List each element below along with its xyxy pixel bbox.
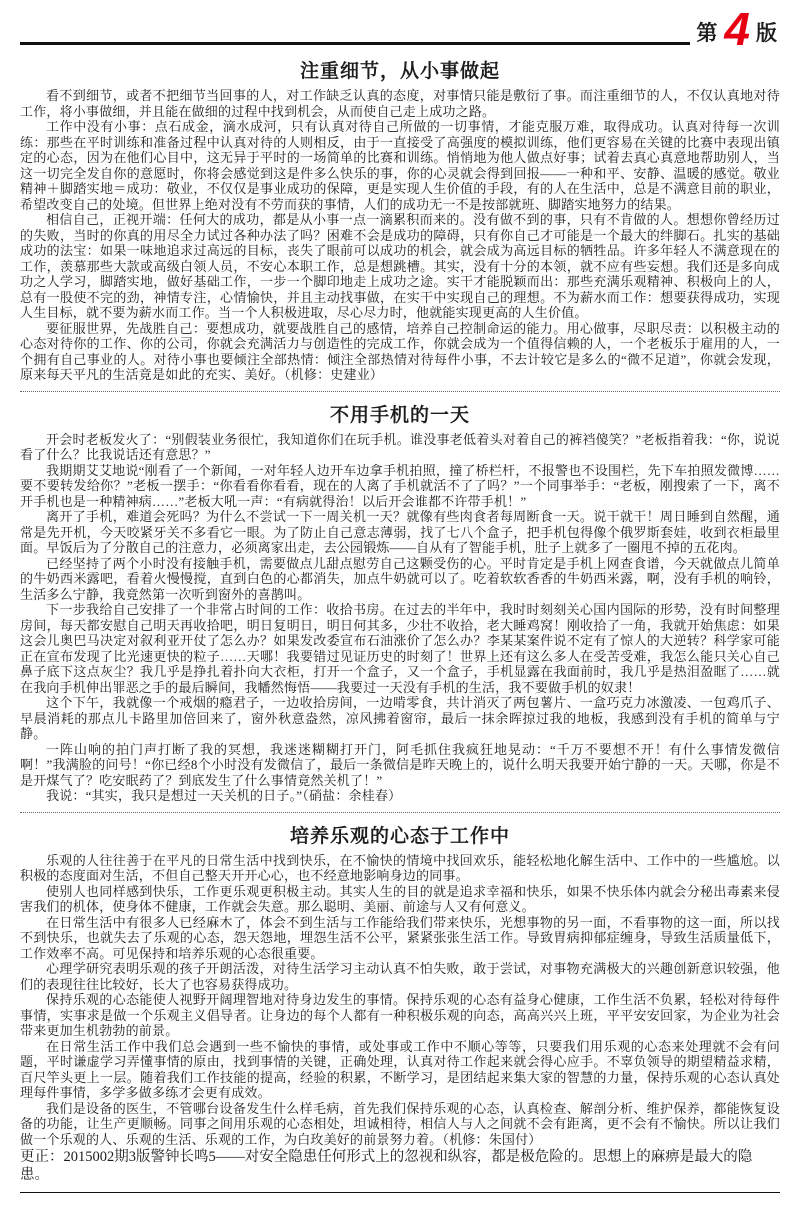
page-number bbox=[690, 3, 780, 56]
header-rule bbox=[20, 42, 690, 45]
article-paragraph: 心理学研究表明乐观的孩子开朗活泼，对待生活学习主动认真不怕失败，敢于尝试，对事物充满极大的兴趣创新意识较强，他们的表现往往比较好，长大了也容易获得成功。 bbox=[20, 961, 780, 992]
article-paragraph: 已经坚持了两个小时没有接触手机，需要做点儿甜点慰劳自己这颗受伤的心。平时肯定是手机上网查食谱，今天就做点儿简单的牛奶西米露吧，看着火慢慢搅，直到白色的心都消失，加点牛奶就可以了。吃着软软香香的牛奶西米露，啊，没有手机的响铃，生活多么宁静，我竟然第一次听到窗外的喜鹊叫。 bbox=[20, 555, 780, 602]
article-paragraph: 下一步我给自己安排了一个非常占时间的工作：收拾书房。在过去的半年中，我时时刻刻关心国内国际的形势，没有时间整理房间，每天都安慰自己明天再收拾吧，明日复明日，明日何其多，少壮不收拾，老大睡鸡窝！刚收拾了一角，我就开始焦虑：如果这会儿奥巴马决定对叙利亚开仗了怎么办？如果发改委宣布石油涨价了怎么办？李某某案件说不定有了惊人的大逆转？科学家可能正在宣布发现了比光速更快的粒子……天哪！我要错过见证历史的时刻了！世界上还有这么多人在受苦受难，我怎么能只关心自己鼻子底下这点灰尘？我几乎是挣扎着扑向大衣柜，打开一个盒子，又一个盒子，手机显露在我面前时，我几乎是热泪盈眶了……就在我向手机伸出罪恶之手的最后瞬间，我幡然悔悟——我要过一天没有手机的生活，我不要做手机的奴隶！ bbox=[20, 602, 780, 695]
article-paragraph: 我说：“其实，我只是想过一天关机的日子。”（硝盐：余桂春） bbox=[46, 788, 402, 803]
article-optimistic-mindset bbox=[20, 821, 780, 1148]
article-separator bbox=[20, 391, 780, 392]
article-paragraph: 要征服世界，先战胜自己：要想成功，就要战胜自己的感情，培养自己控制命运的能力。用心做事，尽职尽责：以积极主动的心态对待你的工作、你的公司，你就会充满活力与创造性的完成工作，你就会成为一个值得信赖的人，一个老板乐于雇用的人，一个拥有自己事业的人。对待小事也要倾注全部热情：倾注全部热情对待每件小事，不去计较它是多么的“微不足道”，你就会发现，原来每天平凡的生活竟是如此的充实、美好。（机修：史建业） bbox=[20, 320, 780, 382]
article-title: 不用手机的一天 bbox=[329, 404, 470, 426]
article-paragraph: 离开了手机，难道会死吗？为什么不尝试一下一周关机一天？就像有些肉食者每周断食一天。说干就干！周日睡到自然醒，通常是先开机，今天咬紧牙关不多看它一眼。为了防止自己意志薄弱，找了七八个盒子，把手机包得像个俄罗斯套娃，收到衣柜最里面。早饭后为了分散自己的注意力，必须离家出走，去公园锻炼——自从有了智能手机，肚子上就多了一圈甩不掉的五花肉。 bbox=[20, 509, 780, 555]
article-title: 培养乐观的心态于工作中 bbox=[289, 825, 510, 847]
article-paragraph: 使别人也同样感到快乐，工作更乐观更积极主动。其实人生的目的就是追求幸福和快乐，如果不快乐体内就会分秘出毒素来侵害我们的机体，使身体不健康，工作就会失意。那么聪明、美丽、前途与人又有何意义。 bbox=[20, 883, 780, 914]
masthead-row bbox=[20, 3, 780, 56]
article-day-without-phone bbox=[20, 400, 780, 804]
article-paragraph: 我们是设备的医生，不管哪台设备发生什么样毛病，首先我们保持乐观的心态，认真检查、解剖分析、维护保养，都能恢复设备的功能，让生产更顺畅。同事之间用乐观的心态相处，坦诚相待，相信人与人之间就不会有距离，更不会有不愉快。所以让我们做一个乐观的人、乐观的生活、乐观的工作，为白玫美好的前景努力着。（机修：朱国付） bbox=[20, 1100, 780, 1147]
article-paragraph: 开会时老板发火了：“别假装业务很忙，我知道你们在玩手机。谁没事老低着头对着自己的裤裆傻笑？”老板指着我：“你，说说看了什么？比我说话还有意思？” bbox=[20, 431, 780, 462]
article-paragraph: 这个下午，我就像一个戒烟的瘾君子，一边收拾房间，一边啃零食，共计消灭了两包薯片、一盒巧克力冰激凌、一包鸡爪子、早晨消耗的那点儿卡路里加倍回来了，窗外秋意盎然，凉风拂着窗帘，最后一抹余晖掠过我的地板，我感到没有手机的简单与宁静。 bbox=[20, 695, 780, 741]
edition-prefix: 第 bbox=[696, 21, 719, 45]
article-paragraph: 一阵山响的拍门声打断了我的冥想，我迷迷糊糊打开门，阿毛抓住我疯狂地晃动：“千万不要想不开！有什么事情发微信啊！”我满脸的问号！“你已经8个小时没有发微信了，最后一条微信是昨天晚上的，说什么明天我要开始宁静的一天。天哪，你是不是开煤气了？吃安眠药了？到底发生了什么事情竟然关机了！” bbox=[20, 741, 780, 788]
edition-number: 4 bbox=[724, 3, 750, 56]
article-paragraph: 工作中没有小事：点石成金，滴水成河，只有认真对待自己所做的一切事情，才能克服万难，取得成功。认真对待每一次训练：那些在平时训练和准备过程中认真对待的人则相反，由于一直接受了高强度的模拟训练，他们更容易在关键的比赛中表现出镇定的心态，因为在他们心目中，这无异于平时的一场简单的比赛和训练。悄悄地为他人做点好事；试着去真心真意地帮助别人，当这一切完全发自你的意愿时，你将会感觉到这是件多么快乐的事，你的心灵就会得到回报——一种和平、安静、温暖的感觉。敬业精神＋脚踏实地＝成功：敬业，不仅仅是事业成功的保障，更是实现人生价值的手段，有的人在生活中，总是不满意目前的职业，希望改变自己的处境。但世界上绝对没有不劳而获的事情，人们的成功无一不是按部就班、脚踏实地努力的结果。 bbox=[20, 119, 780, 212]
article-separator bbox=[20, 812, 780, 813]
article-paragraph: 乐观的人往往善于在平凡的日常生活中找到快乐，在不愉快的情境中找回欢乐，能轻松地化解生活中、工作中的一些尴尬。以积极的态度面对生活，不但自己整天开开心心，也不经意地影响身边的同事。 bbox=[20, 852, 780, 883]
article-paragraph: 看不到细节，或者不把细节当回事的人，对工作缺乏认真的态度，对事情只能是敷衍了事。而注重细节的人，不仅认真地对待工作，将小事做细，并且能在做细的过程中找到机会，从而使自己走上成功之路。 bbox=[20, 88, 780, 119]
article-paragraph: 相信自己，正视开端：任何大的成功，都是从小事一点一滴累积而来的。没有做不到的事，只有不肯做的人。想想你曾经历过的失败，当时的你真的用尽全力试过各种办法了吗？困难不会是成功的障碍，只有你自己才可能是一个最大的绊脚石。扎实的基础成功的法宝：如果一味地追求过高远的目标，丧失了眼前可以成功的机会，就会成为高远目标的牺牲品。许多年轻人不满意现在的工作，羡慕那些大款或高级白领人员，不安心本职工作，总是想跳槽。其实，没有十分的本领，就不应有些妄想。我们还是多向成功之人学习，脚踏实地，做好基础工作，一步一个脚印地走上成功之途。实干才能脱颖而出：那些充满乐观精神、积极向上的人，总有一股使不完的劲，神情专注，心情愉快，并且主动找事做，在实干中实现自己的理想。不为薪水而工作：想要获得成功，实现人生目标，就不要为薪水而工作。当一个人积极进取，尽心尽力时，他就能实现更高的人生价值。 bbox=[20, 212, 780, 320]
correction-note: 更正：2015002期3版警钟长鸣5——对安全隐患任何形式上的忽视和纵容，都是极危险的。思想上的麻痹是最大的隐患。 bbox=[20, 1149, 753, 1183]
article-attention-to-detail bbox=[20, 56, 780, 383]
article-paragraph: 我期期艾艾地说“刚看了一个新闻，一对年轻人边开车边拿手机拍照，撞了桥栏杆，不报警也不设围栏，先下车拍照发微博……要不要转发给你？”老板一摆手：“你看看你看看，现在的人离了手机就活不了了吗？”一个同事举手：“老板，刚搜索了一下，离不开手机也是一种精神病……”老板大吼一声：“有病就得治！以后开会谁都不许带手机！” bbox=[20, 462, 780, 509]
article-paragraph: 保持乐观的心态能使人视野开阔理智地对待身边发生的事情。保持乐观的心态有益身心健康，工作生活不负累，轻松对待每件事情，实事求是做一个乐观主义倡导者。让身边的每个人都有一种积极乐观的向态，高高兴兴上班，平平安安回家，为企业为社会带来更加生机勃勃的前景。 bbox=[20, 992, 780, 1038]
edition-suffix: 版 bbox=[756, 21, 778, 45]
article-title: 注重细节，从小事做起 bbox=[299, 61, 500, 82]
footer-rule bbox=[20, 1192, 780, 1193]
article-paragraph: 在日常生活中有很多人已经麻木了，体会不到生活与工作能给我们带来快乐，光想事物的另一面，不看事物的这一面，所以找不到快乐，也就失去了乐观的心态，怨天怨地，埋怨生活不公平，紧紧张张生活工作。导致胃病抑郁症缠身，导致生活质量低下，工作效率不高。可见保持和培养乐观的心态很重要。 bbox=[20, 914, 780, 961]
article-paragraph: 在日常生活工作中我们总会遇到一些不愉快的事情，或处事或工作中不顺心等等，只要我们用乐观的心态来处理就不会有问题，平时谦虚学习弄懂事情的原由，找到事情的关键，正确处理，认真对待工作起来就会得心应手。不辜负领导的期望精益求精，百尺竿头更上一层。随着我们工作技能的提高，经验的积累，不断学习，是团结起来集大家的智慧的力量，保持乐观的心态认真处理每件事情，多学多做多练才会更有成效。 bbox=[20, 1038, 780, 1100]
